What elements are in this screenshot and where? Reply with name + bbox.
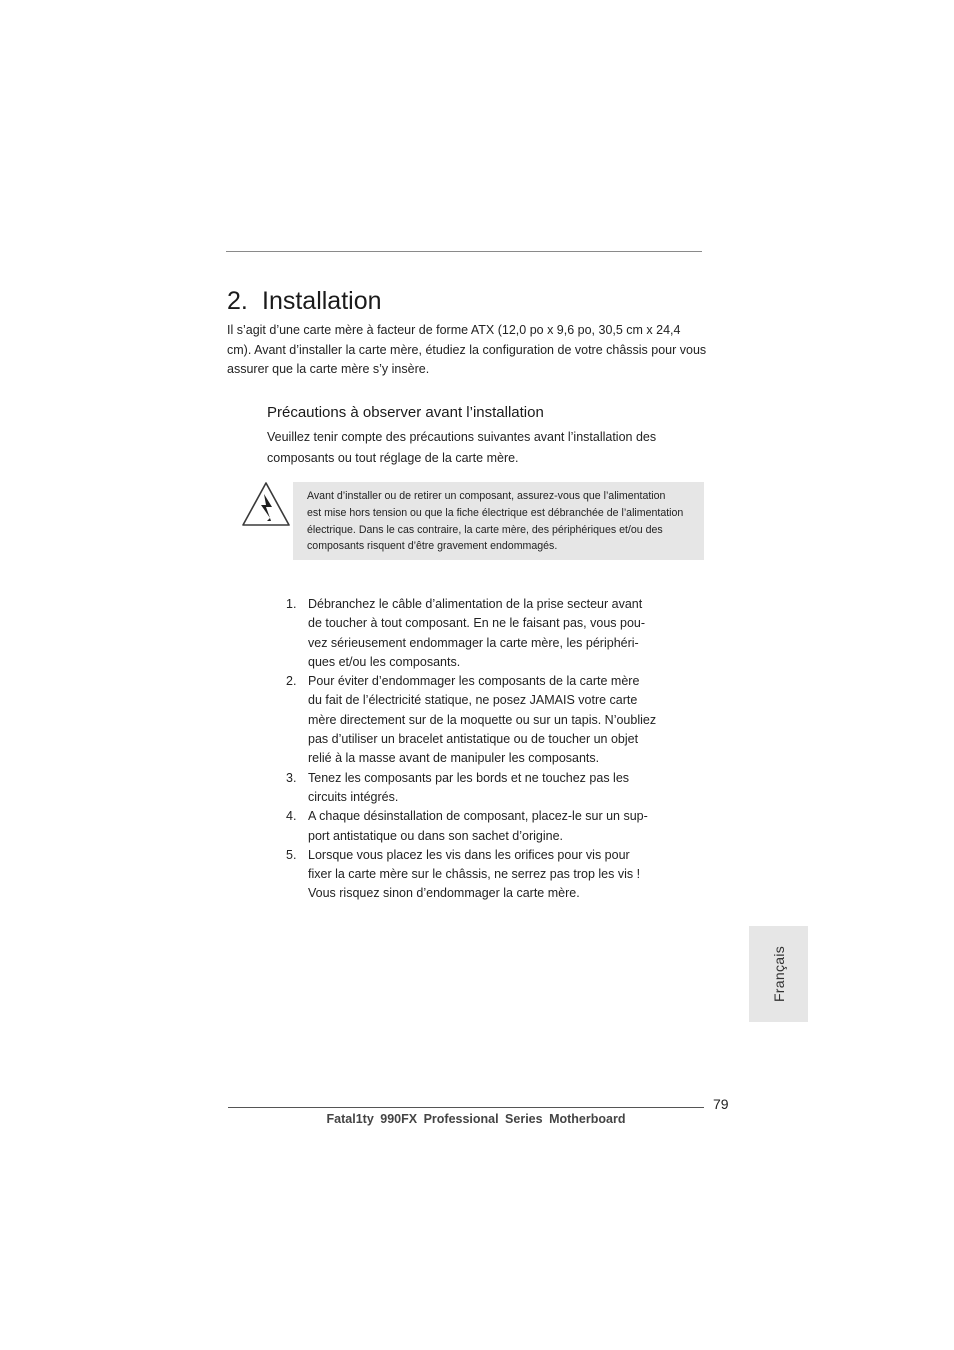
list-item-text: A chaque désinstallation de composant, placez-le sur un sup- port antistatique ou dans son sachet d’origine.: [308, 809, 648, 843]
list-item-text: Lorsque vous placez les vis dans les orifices pour vis pour fixer la carte mère sur le châssis, ne serrez pas trop les vis ! Vous risquez sinon d’endommager la carte mère.: [308, 847, 641, 901]
language-tab-label: Français: [770, 945, 787, 1003]
intro-paragraph: Il s’agit d’une carte mère à facteur de forme ATX (12,0 po x 9,6 po, 30,5 cm x 24,4 cm). Avant d’installer la carte mère, étudiez la configuration de votre châssis pour vous assurer que la carte mère s’y insère.: [227, 323, 707, 376]
warning-line: électrique. Dans le cas contraire, la carte mère, des périphériques et/ou des: [307, 523, 663, 536]
list-item: [267, 846, 677, 904]
list-item: [267, 672, 677, 768]
list-item: [267, 807, 677, 846]
list-item-number: 4.: [286, 809, 297, 824]
warning-line: est mise hors tension ou que la fiche électrique est débranchée de l’alimentation: [307, 506, 684, 519]
warning-line: composants risquent d’être gravement endommagés.: [307, 540, 558, 553]
precautions-intro: Veuillez tenir compte des précautions suivantes avant l’installation des composants ou tout réglage de la carte mère.: [267, 430, 657, 465]
list-item-number: 5.: [286, 847, 297, 862]
warning-line: Avant d’installer ou de retirer un composant, assurez-vous que l’alimentation: [307, 490, 666, 502]
list-item-text: Pour éviter d’endommager les composants de la carte mère du fait de l’électricité statique, ne posez JAMAIS votre carte mère directement sur de la moquette ou sur un tapis. N’oubliez pas d’utiliser un bracelet antistatique ou de toucher un objet relié à la masse avant de manipuler les composants.: [308, 674, 657, 766]
section-heading: [227, 284, 382, 318]
list-item-text: Tenez les composants par les bords et ne touchez pas les circuits intégrés.: [308, 770, 630, 804]
list-item-number: 3.: [286, 770, 297, 785]
list-item: [267, 595, 677, 672]
high-voltage-warning-icon: [240, 480, 292, 530]
precautions-list: [267, 595, 677, 904]
footer-title: Fatal1ty 990FX Professional Series Motherboard: [326, 1112, 626, 1126]
top-divider: [226, 251, 702, 252]
section-number: 2.: [227, 287, 248, 315]
list-item-text: Débranchez le câble d’alimentation de la prise secteur avant de toucher à tout composant. En ne le faisant pas, vous pou- vez sérieusement endommager la carte mère, les périphéri- ques et/ou les composants.: [308, 597, 646, 669]
warning-box: [293, 482, 704, 560]
page-number: 79: [713, 1096, 729, 1112]
footer-divider: [228, 1107, 704, 1108]
list-item: [267, 769, 677, 808]
list-item-number: 1.: [286, 597, 297, 611]
list-item-number: 2.: [286, 674, 297, 689]
section-title: Installation: [262, 287, 382, 315]
language-tab: [749, 926, 808, 1022]
precautions-heading: Précautions à observer avant l’installation: [267, 404, 544, 421]
